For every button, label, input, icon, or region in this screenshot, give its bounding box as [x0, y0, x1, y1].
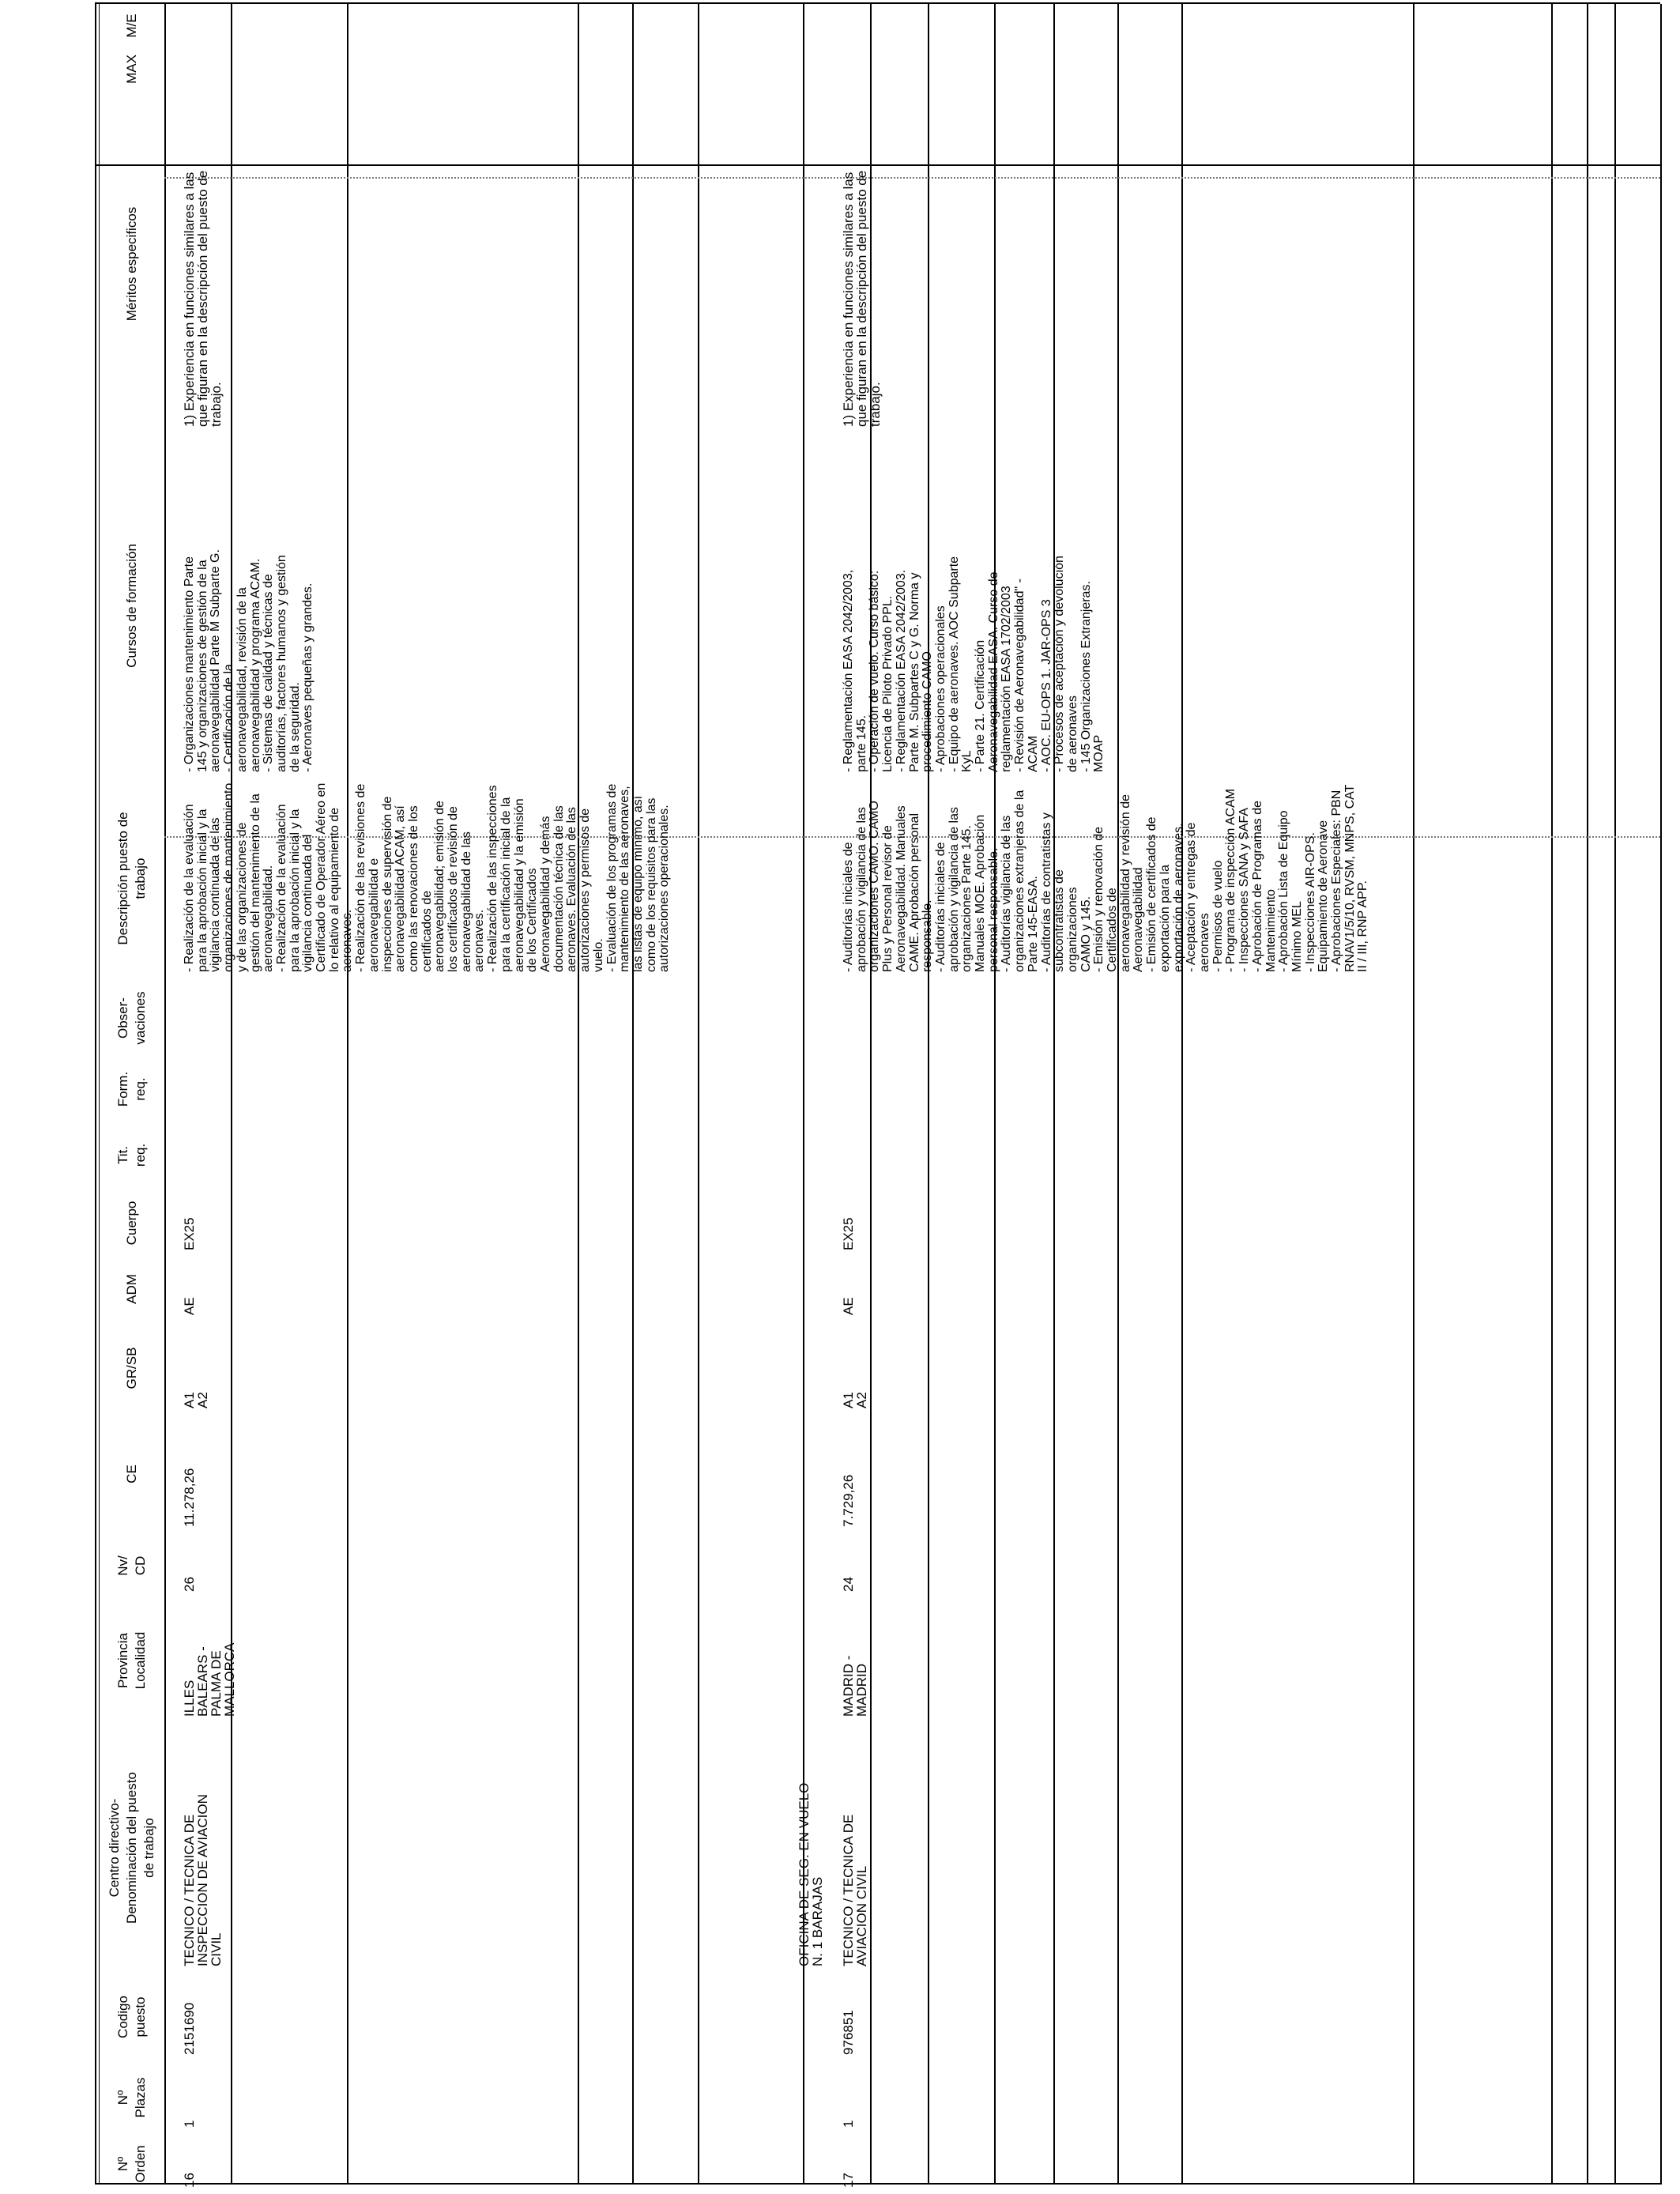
header-max: MAX	[123, 55, 139, 84]
cell-cursos: - Organizaciones mantenimiento Parte 145 y organizaciones de gestión de la aeronavegabilidad Parte M Subparte G. - Certificación de la aeronavegabilidad, revisión de la aeronavegabilidad y programa ACAM. - Sistemas de calidad y técnicas de auditorías, factores humanos y gestión de la seguridad. - Aeronaves pequeñas y grandes.	[183, 549, 315, 772]
cell-nivel: 26	[182, 1577, 197, 1592]
cell-orden: 16	[182, 2173, 197, 2188]
cell-cuerpo: EX25	[182, 1217, 197, 1250]
header-provincia: Provincia Localidad	[115, 1631, 148, 1690]
cell-orden: 17	[841, 2173, 856, 2188]
cell-centro: TECNICO / TECNICA DE INSPECCION DE AVIACION CIVIL	[182, 1794, 224, 1966]
cell-plazas: 1	[841, 2120, 856, 2128]
header-descripcion: Descripción puesto de trabajo	[115, 812, 148, 945]
header-titulacion: Tit. req.	[115, 1143, 148, 1167]
header-observaciones: Obser- vaciones	[115, 991, 148, 1045]
header-ce: CE	[123, 1465, 139, 1483]
header-grupo: GR/SB	[123, 1347, 139, 1389]
cell-centro: TECNICO / TECNICA DE AVIACION CIVIL	[841, 1814, 869, 1966]
cell-codigo: 2151690	[182, 2002, 197, 2055]
cell-meritos: 1) Experiencia en funciones similares a las que figuran en la descripción del puesto de trabajo.	[182, 170, 224, 427]
cell-plazas: 1	[182, 2120, 197, 2128]
cell-provincia: MADRID - MADRID	[841, 1655, 869, 1717]
cell-descripcion: - Auditorías iniciales de aprobación y vigilancia de las organizaciones CAMO. CAMO Plus y Personal revisor de Aeronavegabilidad. Manuales CAME. Aprobación personal responsable. - Auditorías iniciales de aprobación y vigilancia de las organizaciones Parte 145. Manuales MOE. Aprobación personal responsable. - Auditorías vigilancia de las organizaciones extranjeras de la Parte 145-EASA. - Auditorías de contratistas y subcontratistas de organizaciones CAMO y 145. - Emisión y renovación de Certificados de aeronavegabilidad y revisión de Aeronavegabilidad - Emisión de certificados de exportación para la exportación de aeronaves. - Aceptación y entregas de aeronaves - Permisos de vuelo - Programa de inspección ACAM - Inspecciones SANA y SAFA - Aprobación de Programas de Mantenimiento - Aprobación Lista de Equipo Mínimo MEL - Inspecciones AIR-OPS. Equipamiento de Aeronave - Aprobaciones Especiales: PBN RNAV1/5/10, RVSM, MNPS, CAT II / III, RNP APP.	[842, 784, 1370, 972]
cell-descripcion: - Realización de la evaluación para la aprobación inicial y la vigilancia continuada de las organizaciones de mantenimiento y de las organizaciones de gestión del mantenimiento de la aeronavegabilidad. - Realización de la evaluación para la aprobación inicial y la vigilancia continuada del Certificado de Operador Aéreo en lo relativo al equipamiento de aeronaves. - Realización de las revisiones de aeronavegabilidad e inspecciones de supervisión de aeronavegabilidad ACAM, así como las renovaciones de los certificados de aeronavegabilidad; emisión de los certificados de revisión de aeronavegabilidad de las aeronaves. - Realización de las inspecciones para la certificación inicial de la aeronavegabilidad y la emisión de los Certificados Aeronavegabilidad y demás documentación técnica de las aeronaves. Evaluación de las autorizaciones y permisos de vuelo. - Evaluación de los programas de mantenimiento de las aeronaves, las listas de equipo mínimo, así como de los requisitos para las autorizaciones operacionales.	[183, 782, 672, 972]
header-codigo: Codigo puesto	[115, 1996, 148, 2038]
cell-ce: 11.278,26	[182, 1468, 197, 1527]
cell-adm: AE	[841, 1297, 856, 1315]
header-centro: Centro directivo- Denominación del puesto de trabajo	[106, 1772, 156, 1924]
cell-cuerpo: EX25	[841, 1217, 856, 1250]
header-cursos: Cursos de formación	[123, 544, 139, 668]
header-me: M/E	[123, 13, 139, 38]
cell-provincia: ILLES BALEARS - PALMA DE MALLORCA	[182, 1642, 237, 1717]
cell-adm: AE	[182, 1297, 197, 1315]
header-adm: ADM	[123, 1274, 139, 1304]
header-cuerpo: Cuerpo	[123, 1201, 139, 1246]
cell-centro-unit: OFICINA DE SEG. EN VUELO N. 1 BARAJAS	[797, 1782, 825, 1966]
cell-grupo: A1 A2	[182, 1392, 210, 1408]
header-formacion: Form. req.	[115, 1071, 148, 1107]
cell-cursos: - Reglamentación EASA 2042/2003, parte 145. - Operación de vuelo. Curso básico: Licencia de Piloto Privado PPL. - Reglamentación EASA 2042/2003. Parte M. Subpartes C y G. Norma y procedimiento CAMO - Aprobaciones operacionales - Equipo de aeronaves. AOC Subparte KyL - Parte 21. Certificación Aeronavegabilidad EASA. Curso de reglamentación EASA 1702/2003 - Revisión de Aeronavegabilidad" - ACAM - AOC. EU-OPS 1. JAR-OPS 3 - Procesos de aceptación y devolución de aeronaves - 145 Organizaciones Extranjeras. MOAP	[842, 556, 1106, 772]
header-orden: Nº Orden	[115, 2145, 148, 2183]
cell-grupo: A1 A2	[841, 1392, 869, 1408]
cell-codigo: 976851	[841, 2010, 856, 2055]
cell-ce: 7.729,26	[841, 1474, 856, 1527]
cell-meritos: 1) Experiencia en funciones similares a las que figuran en la descripción del puesto de trabajo.	[841, 170, 883, 427]
cell-nivel: 24	[841, 1577, 856, 1592]
header-nivel: Nv/ CD	[115, 1555, 148, 1576]
header-meritos: Méritos especificos	[123, 206, 139, 322]
header-plazas: Nº Plazas	[115, 2077, 148, 2118]
